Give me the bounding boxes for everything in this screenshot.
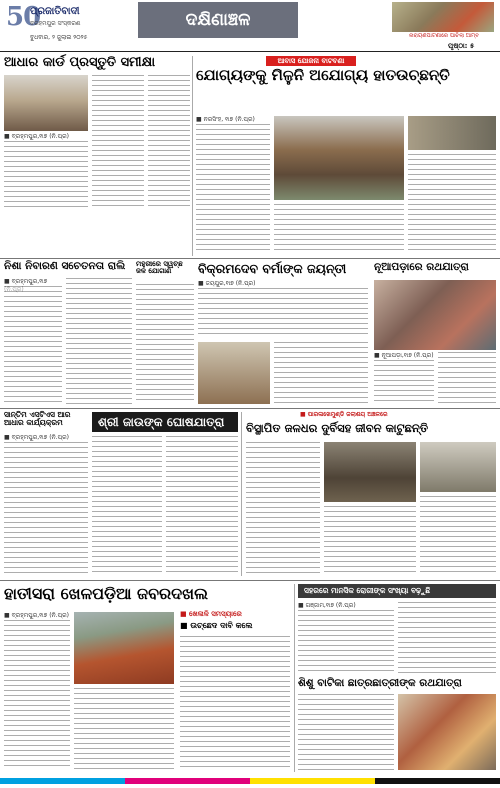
drugs-body bbox=[4, 286, 62, 404]
displaced-photo bbox=[324, 442, 416, 502]
birthday-body-2 bbox=[274, 342, 368, 404]
print-color-bar bbox=[0, 778, 500, 784]
migrants-dateline: ■ ଗଞ୍ଜାମ,୧ା୭ (ନି.ପ୍ର) bbox=[298, 602, 356, 609]
housing-body bbox=[196, 124, 270, 252]
smallbox-body bbox=[136, 284, 194, 404]
newspaper-name: ପ୍ରଜାତିବାଦୀ bbox=[30, 6, 80, 17]
migrants-kicker: ସହରରେ ମାନସିକ ରୋଗୀଙ୍କ ସଂଖ୍ୟା ବଢ଼ୁଛି bbox=[298, 584, 496, 598]
ghosha-body bbox=[92, 436, 162, 576]
displaced-body bbox=[246, 442, 320, 576]
smallbox-headline: ମହୁରୀରେ ସ୍ୱଚ୍ଛ ଜଳ ଯୋଗାଣ bbox=[136, 260, 183, 276]
birthday-body bbox=[198, 288, 368, 338]
brick-pile-photo bbox=[74, 612, 174, 684]
encroach-body-mid bbox=[74, 688, 174, 770]
masthead bbox=[0, 0, 500, 52]
aadhaar-body bbox=[4, 141, 88, 209]
aadhaar-camp-dateline: ■ ବ୍ରହ୍ମପୁର,୧ା୭ (ନି.ପ୍ର) bbox=[4, 434, 69, 441]
shishu-body bbox=[298, 694, 394, 770]
ghosha-body-col2 bbox=[166, 436, 238, 576]
drugs-dateline: ■ ବ୍ରହ୍ମପୁର,୧ା୭ bbox=[4, 278, 48, 285]
anniversary-logo: 50 bbox=[6, 2, 41, 32]
meeting-photo bbox=[4, 75, 88, 131]
displaced-body-mid bbox=[324, 506, 416, 576]
displaced-headline: ବିସ୍ଥାପିତ ଜଳଧର ଦୁର୍ବିସହ ଜୀବନ କାଟୁଛନ୍ତି bbox=[246, 421, 429, 435]
section-rule-3 bbox=[0, 580, 500, 581]
mango-photo bbox=[392, 2, 494, 32]
house-photo bbox=[274, 116, 404, 200]
encroach-box-title: ■ ଉଚ୍ଛେଦ ଦାବି କଲେ bbox=[180, 621, 253, 630]
nuapada-body-col2 bbox=[438, 352, 496, 404]
aadhaar-body-col2 bbox=[92, 75, 144, 209]
children-photo bbox=[398, 694, 496, 770]
housing-strap: ଆବାସ ଯୋଜନା ବାଟବଣା bbox=[266, 56, 356, 66]
encroach-headline: ହାତୀସରା ଖେଳପଡ଼ିଆ ଜବରଦଖଲ bbox=[4, 584, 209, 603]
birthday-photo bbox=[198, 342, 270, 404]
housing-headline: ଯୋଗ୍ୟଙ୍କୁ ମିଳୁନି ଅଯୋଗ୍ୟ ହାତଉଚ୍ଛନ୍ତି bbox=[196, 66, 450, 84]
aadhaar-headline: ଆଧାର କାର୍ଡ ପ୍ରସ୍ତୁତି ସମୀକ୍ଷା bbox=[4, 55, 156, 70]
encroach-body-right bbox=[180, 636, 290, 770]
encroach-dateline: ■ ବ୍ରହ୍ମପୁର,୧ା୭ (ନି.ପ୍ର) bbox=[4, 612, 69, 619]
page-number: ପୃଷ୍ଠା: ୫ bbox=[448, 42, 475, 50]
shishu-headline: ଶିଶୁ ବାଟିକା ଛାତ୍ରଛାତ୍ରୀଙ୍କ ରଥଯାତ୍ରା bbox=[298, 677, 462, 689]
section-title: ଦକ୍ଷିଣାଞ୍ଚଳ bbox=[138, 2, 298, 38]
aadhaar-body-col3 bbox=[148, 75, 190, 209]
edition-tagline: ବରହମପୁର ସଂସ୍କରଣ bbox=[30, 20, 81, 27]
rathyatra-photo bbox=[374, 280, 496, 350]
drugs-headline: ନିଶା ନିବାରଣ ସଚେତନତା ରାଲି bbox=[4, 260, 126, 272]
issue-date: ବୁଧବାର, ୨ ଜୁଲାଇ ୨୦୨୫ bbox=[30, 34, 88, 41]
drugs-body-col2 bbox=[66, 278, 132, 404]
housing-body-mid bbox=[274, 204, 404, 252]
encroach-body bbox=[4, 620, 70, 770]
aadhaar-camp-body bbox=[4, 442, 88, 576]
column-divider-3 bbox=[294, 584, 295, 772]
displaced-kicker: ■ ପାରଳାଖେମୁଣ୍ଡି ଜଲାଶୟ ଅଞ୍ଚଳରେ bbox=[300, 411, 388, 418]
nuapada-body bbox=[374, 360, 434, 404]
nuapada-headline: ନୂଆପଡ଼ାରେ ରଥଯାତ୍ରା bbox=[374, 261, 469, 273]
ghosha-headline: ଶ୍ରୀ ଜାଉଙ୍କ ଘୋଷଯାତ୍ରା bbox=[92, 412, 238, 432]
shelter-photo bbox=[420, 442, 496, 492]
birthday-dateline: ■ ଜୟପୁର,୧ା୭ (ନି.ପ୍ର) bbox=[198, 280, 256, 287]
column-divider-2 bbox=[241, 412, 242, 576]
section-rule-1 bbox=[0, 258, 500, 259]
masthead-rule bbox=[0, 51, 500, 52]
displaced-body-right bbox=[420, 496, 496, 576]
aadhaar-camp-headline: ସାନ୍ତିମ ଏସଟିଏସ ଆର ଆଧାର କାର୍ଯ୍ୟକ୍ରମ bbox=[4, 410, 71, 427]
nuapada-dateline: ■ ନୂଆପଡ଼ା,୧ା୭ (ନି.ପ୍ର) bbox=[374, 352, 434, 359]
encroach-box-kicker: ■ ଖେଳାଳି ସମସ୍ୟାରେ bbox=[180, 610, 242, 618]
migrants-body bbox=[298, 610, 394, 674]
family-photo bbox=[408, 116, 496, 150]
aadhaar-dateline: ■ ବ୍ରହ୍ମପୁର,୧ା୭ (ନି.ପ୍ର) bbox=[4, 133, 69, 140]
birthday-headline: ବିକ୍ରମଦେବ ବର୍ମାଙ୍କ ଜୟନ୍ତୀ bbox=[198, 261, 347, 276]
section-rule-2 bbox=[0, 408, 500, 409]
top-photo-caption: ନାରାୟଣପାଟଣାରେ ପାଚିଲା ଆମ୍ବ bbox=[409, 33, 479, 39]
migrants-body-col2 bbox=[398, 602, 496, 674]
column-divider bbox=[192, 56, 193, 256]
housing-body-right bbox=[408, 154, 496, 252]
housing-dateline: ■ ନରସିଂହ, ୧ା୭ (ନି.ପ୍ର) bbox=[196, 116, 255, 123]
